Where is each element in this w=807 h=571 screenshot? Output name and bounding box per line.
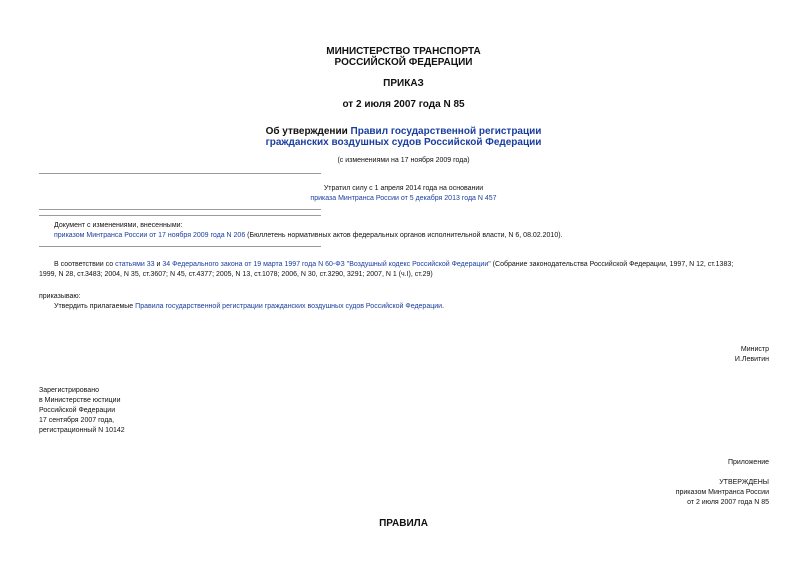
order-suffix: . [442,303,445,310]
appendix-label: Приложение [727,459,769,466]
rules-link[interactable]: Правила государственной регистрации гражданских воздушных судов Российской Федерации [135,303,443,310]
basis-prefix: В соответствии со [54,261,116,268]
divider [39,246,321,247]
changes-order-link[interactable]: приказом Минтранса России от 17 ноября 2009 года N 206 [54,232,246,239]
changes-line [54,231,563,241]
registration-line-4: 17 сентября 2007 года, [39,417,115,424]
ministry-line-1: МИНИСТЕРСТВО ТРАНСПОРТА [326,46,481,57]
registration-line-3: Российской Федерации [39,407,116,414]
expired-link-line [0,194,807,204]
expired-order-link[interactable]: приказа Минтранса России от 5 декабря 2013 года N 457 [310,195,497,202]
ministry-line-2: РОССИЙСКОЙ ФЕДЕРАЦИИ [334,57,473,68]
title-prefix: Об утверждении [265,126,351,137]
doc-date-number: от 2 июля 2007 года N 85 [342,99,465,110]
basis-line-1 [54,260,733,270]
title-rules-link[interactable]: Правил государственной регистрации [350,126,542,137]
signature-position: Министр [740,346,769,353]
order-prefix: Утвердить прилагаемые [54,303,136,310]
basis-source-1: (Собрание законодательства Российской Федерации, 1997, N 12, ст.1383; [490,261,734,268]
basis-line-2: 1999, N 28, ст.3483; 2004, N 35, ст.3607; N 45, ст.4377; 2005, N 13, ст.1078; 2006, N 30, ст.3290, 3291; 2007, N 1 (ч.I), ст.29) [39,271,433,278]
order-word: приказываю: [39,293,81,300]
air-code-link[interactable]: 34 Федерального закона от 19 марта 1997 года N 60-ФЗ "Воздушный кодекс Российской Федерации" [162,261,491,268]
divider [39,215,321,216]
rules-title: ПРАВИЛА [379,518,428,529]
divider [39,173,321,174]
expired-line: Утратил силу с 1 апреля 2014 года на основании [323,185,484,192]
registration-line-1: Зарегистрировано [39,387,99,394]
approved-date: от 2 июля 2007 года N 85 [687,499,769,506]
changes-heading: Документ с изменениями, внесенными: [54,222,183,229]
signature-name: И.Левитин [734,356,769,363]
approved-by: приказом Минтранса России [675,489,769,496]
article-33-link[interactable]: статьями 33 [115,261,155,268]
doc-title-line-2 [0,137,807,148]
amended-note: (с изменениями на 17 ноября 2009 года) [337,157,470,164]
doc-type: ПРИКАЗ [383,78,424,89]
changes-source: (Бюллетень нормативных актов федеральных органов исполнительной власти, N 6, 08.02.2010). [245,232,563,239]
doc-title-line-1 [0,126,807,137]
title-rules-link-2[interactable]: гражданских воздушных судов Российской Федерации [265,137,542,148]
registration-line-5: регистрационный N 10142 [39,427,125,434]
order-line [54,302,444,312]
registration-line-2: в Министерстве юстиции [39,397,121,404]
approved-label: УТВЕРЖДЕНЫ [719,479,769,486]
divider [39,209,321,210]
basis-and: и [154,261,163,268]
